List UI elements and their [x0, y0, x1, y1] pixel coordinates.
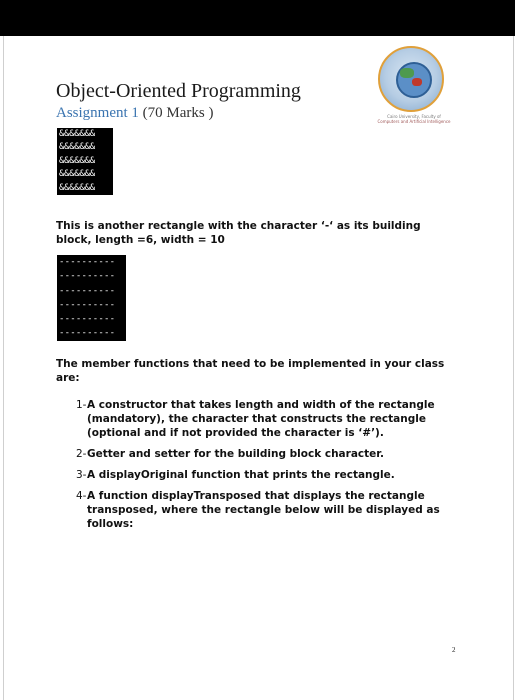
list-item-number: 2- [76, 448, 87, 460]
assignment-label: Assignment 1 [56, 105, 139, 121]
rectangle-description: This is another rectangle with the character ‘-‘ as its building block, length =6, width = 10 [56, 220, 421, 246]
list-item-text: Getter and setter for the building block character. [87, 448, 384, 460]
list-item [76, 489, 468, 531]
marks-label: (70 Marks ) [142, 105, 214, 121]
output-row: ---------- [59, 299, 116, 310]
list-item-text: A constructor that takes length and width of the rectangle (mandatory), the character that constructs the rectangle (optional and if not provided the character is ‘#’). [87, 399, 435, 439]
list-item-number: 4- [76, 490, 87, 502]
logo-caption [374, 114, 454, 124]
logo-caption-line1: Cairo University, Faculty of [387, 114, 441, 119]
output-row: &&&&&&& [59, 129, 95, 139]
output-row: ---------- [59, 285, 116, 296]
output-row: ---------- [59, 314, 116, 325]
output-row: ---------- [59, 328, 116, 339]
university-logo-icon [378, 46, 444, 112]
list-item [76, 398, 468, 440]
list-item [76, 447, 468, 461]
output-row: ---------- [59, 271, 116, 282]
list-item-text: A displayOriginal function that prints the rectangle. [87, 469, 395, 481]
assignment-subtitle [56, 105, 214, 122]
top-bar [0, 0, 515, 36]
output-row: &&&&&&& [59, 142, 95, 153]
output-row: &&&&&&& [59, 169, 95, 180]
output-row: &&&&&&& [59, 182, 95, 193]
logo-caption-line2: Computers and Artificial Intelligence [377, 119, 451, 124]
page-number: 2 [452, 646, 456, 654]
member-functions-intro: The member functions that need to be implemented in your class are: [56, 358, 445, 384]
rectangle-output-dash [57, 255, 126, 341]
member-functions-list [76, 398, 468, 538]
page-title: Object-Oriented Programming [56, 80, 301, 102]
rectangle-output-ampersand [57, 128, 113, 195]
output-row: &&&&&&& [59, 155, 95, 166]
list-item-text: A function displayTransposed that displays the rectangle transposed, where the rectangle below will be displayed as follows: [87, 490, 440, 530]
list-item [76, 468, 468, 482]
list-item-number: 3- [76, 469, 87, 481]
list-item-number: 1- [76, 399, 87, 411]
output-row: ---------- [59, 257, 116, 267]
